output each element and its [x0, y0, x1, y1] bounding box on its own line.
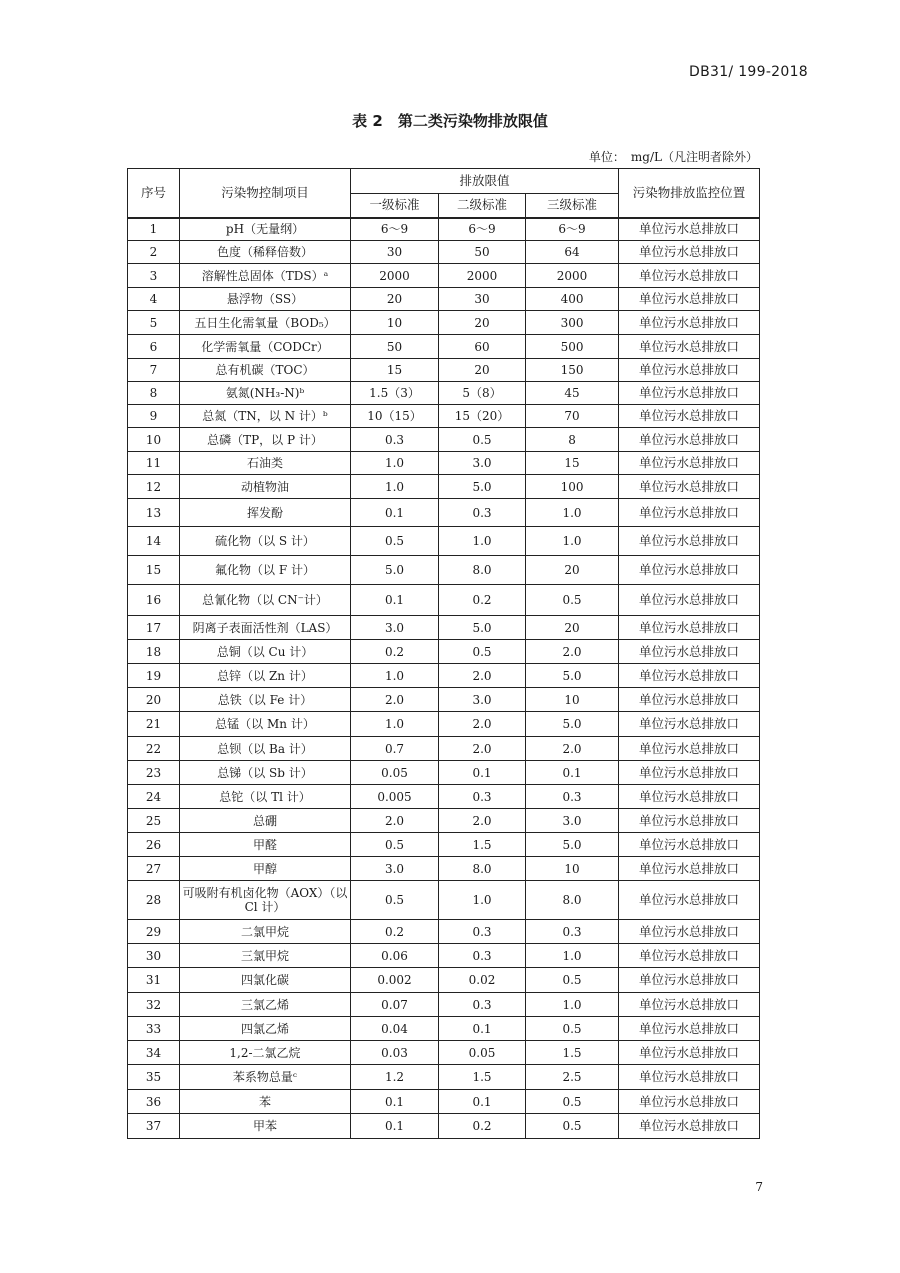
table-row: [128, 640, 760, 664]
row-number: 25: [128, 809, 180, 833]
grade3-value: 0.5: [526, 1090, 619, 1114]
grade3-value: 300: [526, 311, 619, 335]
table-row: [128, 944, 760, 968]
table-row: [128, 785, 760, 809]
pollutant-limits-table: [127, 168, 760, 1139]
monitor-location: 单位污水总排放口: [619, 640, 760, 664]
table-row: [128, 968, 760, 993]
grade3-value: 2.0: [526, 737, 619, 761]
grade3-value: 10: [526, 857, 619, 881]
grade1-value: 0.1: [351, 499, 439, 527]
grade3-value: 2000: [526, 264, 619, 288]
row-number: 20: [128, 688, 180, 712]
row-number: 5: [128, 311, 180, 335]
grade2-value: 5（8）: [439, 382, 526, 405]
grade1-value: 5.0: [351, 556, 439, 585]
row-number: 9: [128, 405, 180, 428]
grade3-value: 1.0: [526, 527, 619, 556]
grade1-value: 6～9: [351, 218, 439, 241]
table-row: [128, 761, 760, 785]
row-number: 22: [128, 737, 180, 761]
grade1-value: 3.0: [351, 857, 439, 881]
grade2-value: 0.3: [439, 993, 526, 1017]
grade1-value: 0.1: [351, 585, 439, 616]
grade3-value: 70: [526, 405, 619, 428]
monitor-location: 单位污水总排放口: [619, 833, 760, 857]
grade3-value: 0.5: [526, 1114, 619, 1139]
pollutant-name: 阴离子表面活性剂（LAS）: [180, 616, 351, 640]
grade2-value: 8.0: [439, 556, 526, 585]
grade1-value: 0.2: [351, 640, 439, 664]
grade1-value: 0.2: [351, 920, 439, 944]
grade1-value: 1.0: [351, 712, 439, 737]
grade1-value: 0.05: [351, 761, 439, 785]
row-number: 33: [128, 1017, 180, 1041]
pollutant-name: 硫化物（以 S 计）: [180, 527, 351, 556]
pollutant-name: 总铜（以 Cu 计）: [180, 640, 351, 664]
monitor-location: 单位污水总排放口: [619, 585, 760, 616]
grade1-value: 0.03: [351, 1041, 439, 1065]
monitor-location: 单位污水总排放口: [619, 428, 760, 452]
grade3-value: 150: [526, 359, 619, 382]
row-number: 29: [128, 920, 180, 944]
grade3-value: 0.5: [526, 968, 619, 993]
grade2-value: 20: [439, 359, 526, 382]
grade2-value: 1.0: [439, 527, 526, 556]
pollutant-name: 总硼: [180, 809, 351, 833]
table-row: [128, 556, 760, 585]
pollutant-name: 二氯甲烷: [180, 920, 351, 944]
monitor-location: 单位污水总排放口: [619, 1065, 760, 1090]
row-number: 14: [128, 527, 180, 556]
pollutant-name: 可吸附有机卤化物（AOX）（以 Cl 计）: [180, 881, 351, 920]
pollutant-name: 1,2-二氯乙烷: [180, 1041, 351, 1065]
row-number: 11: [128, 452, 180, 475]
grade2-value: 0.3: [439, 920, 526, 944]
grade1-value: 10（15）: [351, 405, 439, 428]
grade3-value: 10: [526, 688, 619, 712]
grade3-value: 0.3: [526, 920, 619, 944]
table-row: [128, 499, 760, 527]
pollutant-name: 总铊（以 Tl 计）: [180, 785, 351, 809]
grade1-value: 0.07: [351, 993, 439, 1017]
monitor-location: 单位污水总排放口: [619, 712, 760, 737]
monitor-location: 单位污水总排放口: [619, 688, 760, 712]
grade3-value: 5.0: [526, 712, 619, 737]
grade2-value: 0.1: [439, 1017, 526, 1041]
monitor-location: 单位污水总排放口: [619, 761, 760, 785]
row-number: 31: [128, 968, 180, 993]
grade1-value: 0.5: [351, 527, 439, 556]
grade2-value: 0.02: [439, 968, 526, 993]
grade1-value: 0.002: [351, 968, 439, 993]
row-number: 18: [128, 640, 180, 664]
header-seq: 序号: [128, 169, 180, 218]
monitor-location: 单位污水总排放口: [619, 737, 760, 761]
grade2-value: 0.3: [439, 944, 526, 968]
table-row: [128, 920, 760, 944]
table-row: [128, 881, 760, 920]
table-row: [128, 857, 760, 881]
pollutant-name: 悬浮物（SS）: [180, 288, 351, 311]
grade3-value: 0.1: [526, 761, 619, 785]
row-number: 10: [128, 428, 180, 452]
grade1-value: 20: [351, 288, 439, 311]
pollutant-name: pH（无量纲）: [180, 218, 351, 241]
table-row: [128, 428, 760, 452]
row-number: 27: [128, 857, 180, 881]
table-row: [128, 405, 760, 428]
row-number: 12: [128, 475, 180, 499]
row-number: 17: [128, 616, 180, 640]
row-number: 32: [128, 993, 180, 1017]
grade1-value: 0.3: [351, 428, 439, 452]
table-row: [128, 1114, 760, 1139]
grade3-value: 2.0: [526, 640, 619, 664]
grade1-value: 30: [351, 241, 439, 264]
monitor-location: 单位污水总排放口: [619, 241, 760, 264]
table-row: [128, 616, 760, 640]
document-code: DB31/ 199-2018: [689, 64, 808, 80]
grade3-value: 20: [526, 556, 619, 585]
grade2-value: 3.0: [439, 452, 526, 475]
grade2-value: 5.0: [439, 475, 526, 499]
grade1-value: 0.06: [351, 944, 439, 968]
monitor-location: 单位污水总排放口: [619, 335, 760, 359]
table-row: [128, 833, 760, 857]
pollutant-name: 总氰化物（以 CN⁻计）: [180, 585, 351, 616]
row-number: 28: [128, 881, 180, 920]
grade3-value: 100: [526, 475, 619, 499]
grade1-value: 1.0: [351, 475, 439, 499]
grade2-value: 0.05: [439, 1041, 526, 1065]
header-grade1: 一级标准: [351, 194, 439, 218]
pollutant-name: 总锑（以 Sb 计）: [180, 761, 351, 785]
grade1-value: 0.5: [351, 833, 439, 857]
row-number: 15: [128, 556, 180, 585]
unit-note: 单位： mg/L（凡注明者除外）: [588, 150, 758, 164]
table-row: [128, 335, 760, 359]
pollutant-name: 氨氮(NH₃-N)ᵇ: [180, 382, 351, 405]
grade2-value: 60: [439, 335, 526, 359]
monitor-location: 单位污水总排放口: [619, 556, 760, 585]
row-number: 23: [128, 761, 180, 785]
pollutant-name: 甲醇: [180, 857, 351, 881]
grade3-value: 64: [526, 241, 619, 264]
monitor-location: 单位污水总排放口: [619, 1017, 760, 1041]
table-row: [128, 993, 760, 1017]
monitor-location: 单位污水总排放口: [619, 288, 760, 311]
table-row: [128, 1065, 760, 1090]
grade2-value: 0.1: [439, 761, 526, 785]
row-number: 1: [128, 218, 180, 241]
row-number: 7: [128, 359, 180, 382]
grade2-value: 2.0: [439, 809, 526, 833]
grade3-value: 8.0: [526, 881, 619, 920]
grade3-value: 0.5: [526, 585, 619, 616]
grade3-value: 0.5: [526, 1017, 619, 1041]
grade1-value: 50: [351, 335, 439, 359]
table-row: [128, 1041, 760, 1065]
grade1-value: 0.1: [351, 1114, 439, 1139]
monitor-location: 单位污水总排放口: [619, 616, 760, 640]
grade3-value: 400: [526, 288, 619, 311]
table-title: 表 2 第二类污染物排放限值: [352, 112, 548, 130]
grade2-value: 1.5: [439, 1065, 526, 1090]
row-number: 16: [128, 585, 180, 616]
row-number: 35: [128, 1065, 180, 1090]
header-limits-group: 排放限值: [351, 169, 619, 194]
grade1-value: 0.7: [351, 737, 439, 761]
monitor-location: 单位污水总排放口: [619, 944, 760, 968]
grade3-value: 5.0: [526, 833, 619, 857]
row-number: 36: [128, 1090, 180, 1114]
grade1-value: 1.2: [351, 1065, 439, 1090]
monitor-location: 单位污水总排放口: [619, 809, 760, 833]
grade2-value: 20: [439, 311, 526, 335]
table-row: [128, 264, 760, 288]
grade3-value: 45: [526, 382, 619, 405]
pollutant-name: 总钡（以 Ba 计）: [180, 737, 351, 761]
grade1-value: 0.005: [351, 785, 439, 809]
grade1-value: 2000: [351, 264, 439, 288]
grade3-value: 1.0: [526, 993, 619, 1017]
pollutant-name: 总有机碳（TOC）: [180, 359, 351, 382]
table-body: [128, 218, 760, 1139]
row-number: 19: [128, 664, 180, 688]
pollutant-name: 溶解性总固体（TDS）ᵃ: [180, 264, 351, 288]
row-number: 37: [128, 1114, 180, 1139]
pollutant-name: 总锌（以 Zn 计）: [180, 664, 351, 688]
grade2-value: 0.5: [439, 640, 526, 664]
grade1-value: 15: [351, 359, 439, 382]
pollutant-name: 四氯乙烯: [180, 1017, 351, 1041]
pollutant-name: 动植物油: [180, 475, 351, 499]
row-number: 21: [128, 712, 180, 737]
monitor-location: 单位污水总排放口: [619, 311, 760, 335]
monitor-location: 单位污水总排放口: [619, 1090, 760, 1114]
monitor-location: 单位污水总排放口: [619, 664, 760, 688]
grade3-value: 2.5: [526, 1065, 619, 1090]
grade2-value: 0.5: [439, 428, 526, 452]
grade3-value: 5.0: [526, 664, 619, 688]
pollutant-name: 总氮（TN，以 N 计）ᵇ: [180, 405, 351, 428]
pollutant-name: 石油类: [180, 452, 351, 475]
grade3-value: 1.0: [526, 944, 619, 968]
row-number: 2: [128, 241, 180, 264]
monitor-location: 单位污水总排放口: [619, 920, 760, 944]
row-number: 4: [128, 288, 180, 311]
grade2-value: 0.3: [439, 785, 526, 809]
grade1-value: 0.04: [351, 1017, 439, 1041]
monitor-location: 单位污水总排放口: [619, 881, 760, 920]
grade2-value: 1.5: [439, 833, 526, 857]
grade2-value: 1.0: [439, 881, 526, 920]
pollutant-name: 氟化物（以 F 计）: [180, 556, 351, 585]
table-row: [128, 218, 760, 241]
monitor-location: 单位污水总排放口: [619, 857, 760, 881]
pollutant-name: 挥发酚: [180, 499, 351, 527]
grade2-value: 8.0: [439, 857, 526, 881]
monitor-location: 单位污水总排放口: [619, 452, 760, 475]
header-grade3: 三级标准: [526, 194, 619, 218]
grade1-value: 2.0: [351, 809, 439, 833]
pollutant-name: 总锰（以 Mn 计）: [180, 712, 351, 737]
pollutant-name: 化学需氧量（CODCr）: [180, 335, 351, 359]
monitor-location: 单位污水总排放口: [619, 1041, 760, 1065]
table-row: [128, 359, 760, 382]
table-row: [128, 475, 760, 499]
grade2-value: 2.0: [439, 664, 526, 688]
table-row: [128, 452, 760, 475]
grade2-value: 5.0: [439, 616, 526, 640]
header-location: 污染物排放监控位置: [619, 169, 760, 218]
row-number: 30: [128, 944, 180, 968]
grade1-value: 3.0: [351, 616, 439, 640]
grade3-value: 1.5: [526, 1041, 619, 1065]
row-number: 13: [128, 499, 180, 527]
monitor-location: 单位污水总排放口: [619, 218, 760, 241]
grade2-value: 50: [439, 241, 526, 264]
pollutant-name: 色度（稀释倍数）: [180, 241, 351, 264]
grade2-value: 30: [439, 288, 526, 311]
table-row: [128, 382, 760, 405]
table-row: [128, 712, 760, 737]
row-number: 3: [128, 264, 180, 288]
grade3-value: 500: [526, 335, 619, 359]
pollutant-name: 甲醛: [180, 833, 351, 857]
grade2-value: 2.0: [439, 737, 526, 761]
monitor-location: 单位污水总排放口: [619, 264, 760, 288]
table-row: [128, 288, 760, 311]
monitor-location: 单位污水总排放口: [619, 475, 760, 499]
pollutant-name: 总铁（以 Fe 计）: [180, 688, 351, 712]
grade3-value: 20: [526, 616, 619, 640]
row-number: 26: [128, 833, 180, 857]
grade2-value: 6～9: [439, 218, 526, 241]
monitor-location: 单位污水总排放口: [619, 968, 760, 993]
grade1-value: 1.0: [351, 664, 439, 688]
grade2-value: 2.0: [439, 712, 526, 737]
monitor-location: 单位污水总排放口: [619, 527, 760, 556]
grade3-value: 0.3: [526, 785, 619, 809]
grade2-value: 3.0: [439, 688, 526, 712]
table-row: [128, 664, 760, 688]
header-item: 污染物控制项目: [180, 169, 351, 218]
pollutant-name: 总磷（TP，以 P 计）: [180, 428, 351, 452]
monitor-location: 单位污水总排放口: [619, 785, 760, 809]
pollutant-name: 苯: [180, 1090, 351, 1114]
table-row: [128, 1017, 760, 1041]
table-row: [128, 1090, 760, 1114]
row-number: 24: [128, 785, 180, 809]
table-row: [128, 527, 760, 556]
monitor-location: 单位污水总排放口: [619, 499, 760, 527]
grade2-value: 2000: [439, 264, 526, 288]
monitor-location: 单位污水总排放口: [619, 405, 760, 428]
pollutant-name: 甲苯: [180, 1114, 351, 1139]
pollutant-name: 三氯甲烷: [180, 944, 351, 968]
grade2-value: 0.1: [439, 1090, 526, 1114]
grade3-value: 15: [526, 452, 619, 475]
table-row: [128, 737, 760, 761]
monitor-location: 单位污水总排放口: [619, 993, 760, 1017]
grade1-value: 1.0: [351, 452, 439, 475]
grade2-value: 15（20）: [439, 405, 526, 428]
row-number: 6: [128, 335, 180, 359]
pollutant-name: 五日生化需氧量（BOD₅）: [180, 311, 351, 335]
monitor-location: 单位污水总排放口: [619, 359, 760, 382]
row-number: 8: [128, 382, 180, 405]
grade1-value: 10: [351, 311, 439, 335]
monitor-location: 单位污水总排放口: [619, 382, 760, 405]
table-row: [128, 809, 760, 833]
grade1-value: 1.5（3）: [351, 382, 439, 405]
grade2-value: 0.2: [439, 1114, 526, 1139]
header-grade2: 二级标准: [439, 194, 526, 218]
grade2-value: 0.3: [439, 499, 526, 527]
grade3-value: 6～9: [526, 218, 619, 241]
page-number: 7: [755, 1180, 763, 1194]
grade1-value: 0.5: [351, 881, 439, 920]
row-number: 34: [128, 1041, 180, 1065]
pollutant-name: 四氯化碳: [180, 968, 351, 993]
monitor-location: 单位污水总排放口: [619, 1114, 760, 1139]
grade1-value: 2.0: [351, 688, 439, 712]
grade1-value: 0.1: [351, 1090, 439, 1114]
grade3-value: 8: [526, 428, 619, 452]
pollutant-name: 三氯乙烯: [180, 993, 351, 1017]
grade3-value: 1.0: [526, 499, 619, 527]
table-row: [128, 688, 760, 712]
pollutant-name: 苯系物总量ᶜ: [180, 1065, 351, 1090]
grade3-value: 3.0: [526, 809, 619, 833]
table-row: [128, 311, 760, 335]
table-row: [128, 585, 760, 616]
table-row: [128, 241, 760, 264]
grade2-value: 0.2: [439, 585, 526, 616]
